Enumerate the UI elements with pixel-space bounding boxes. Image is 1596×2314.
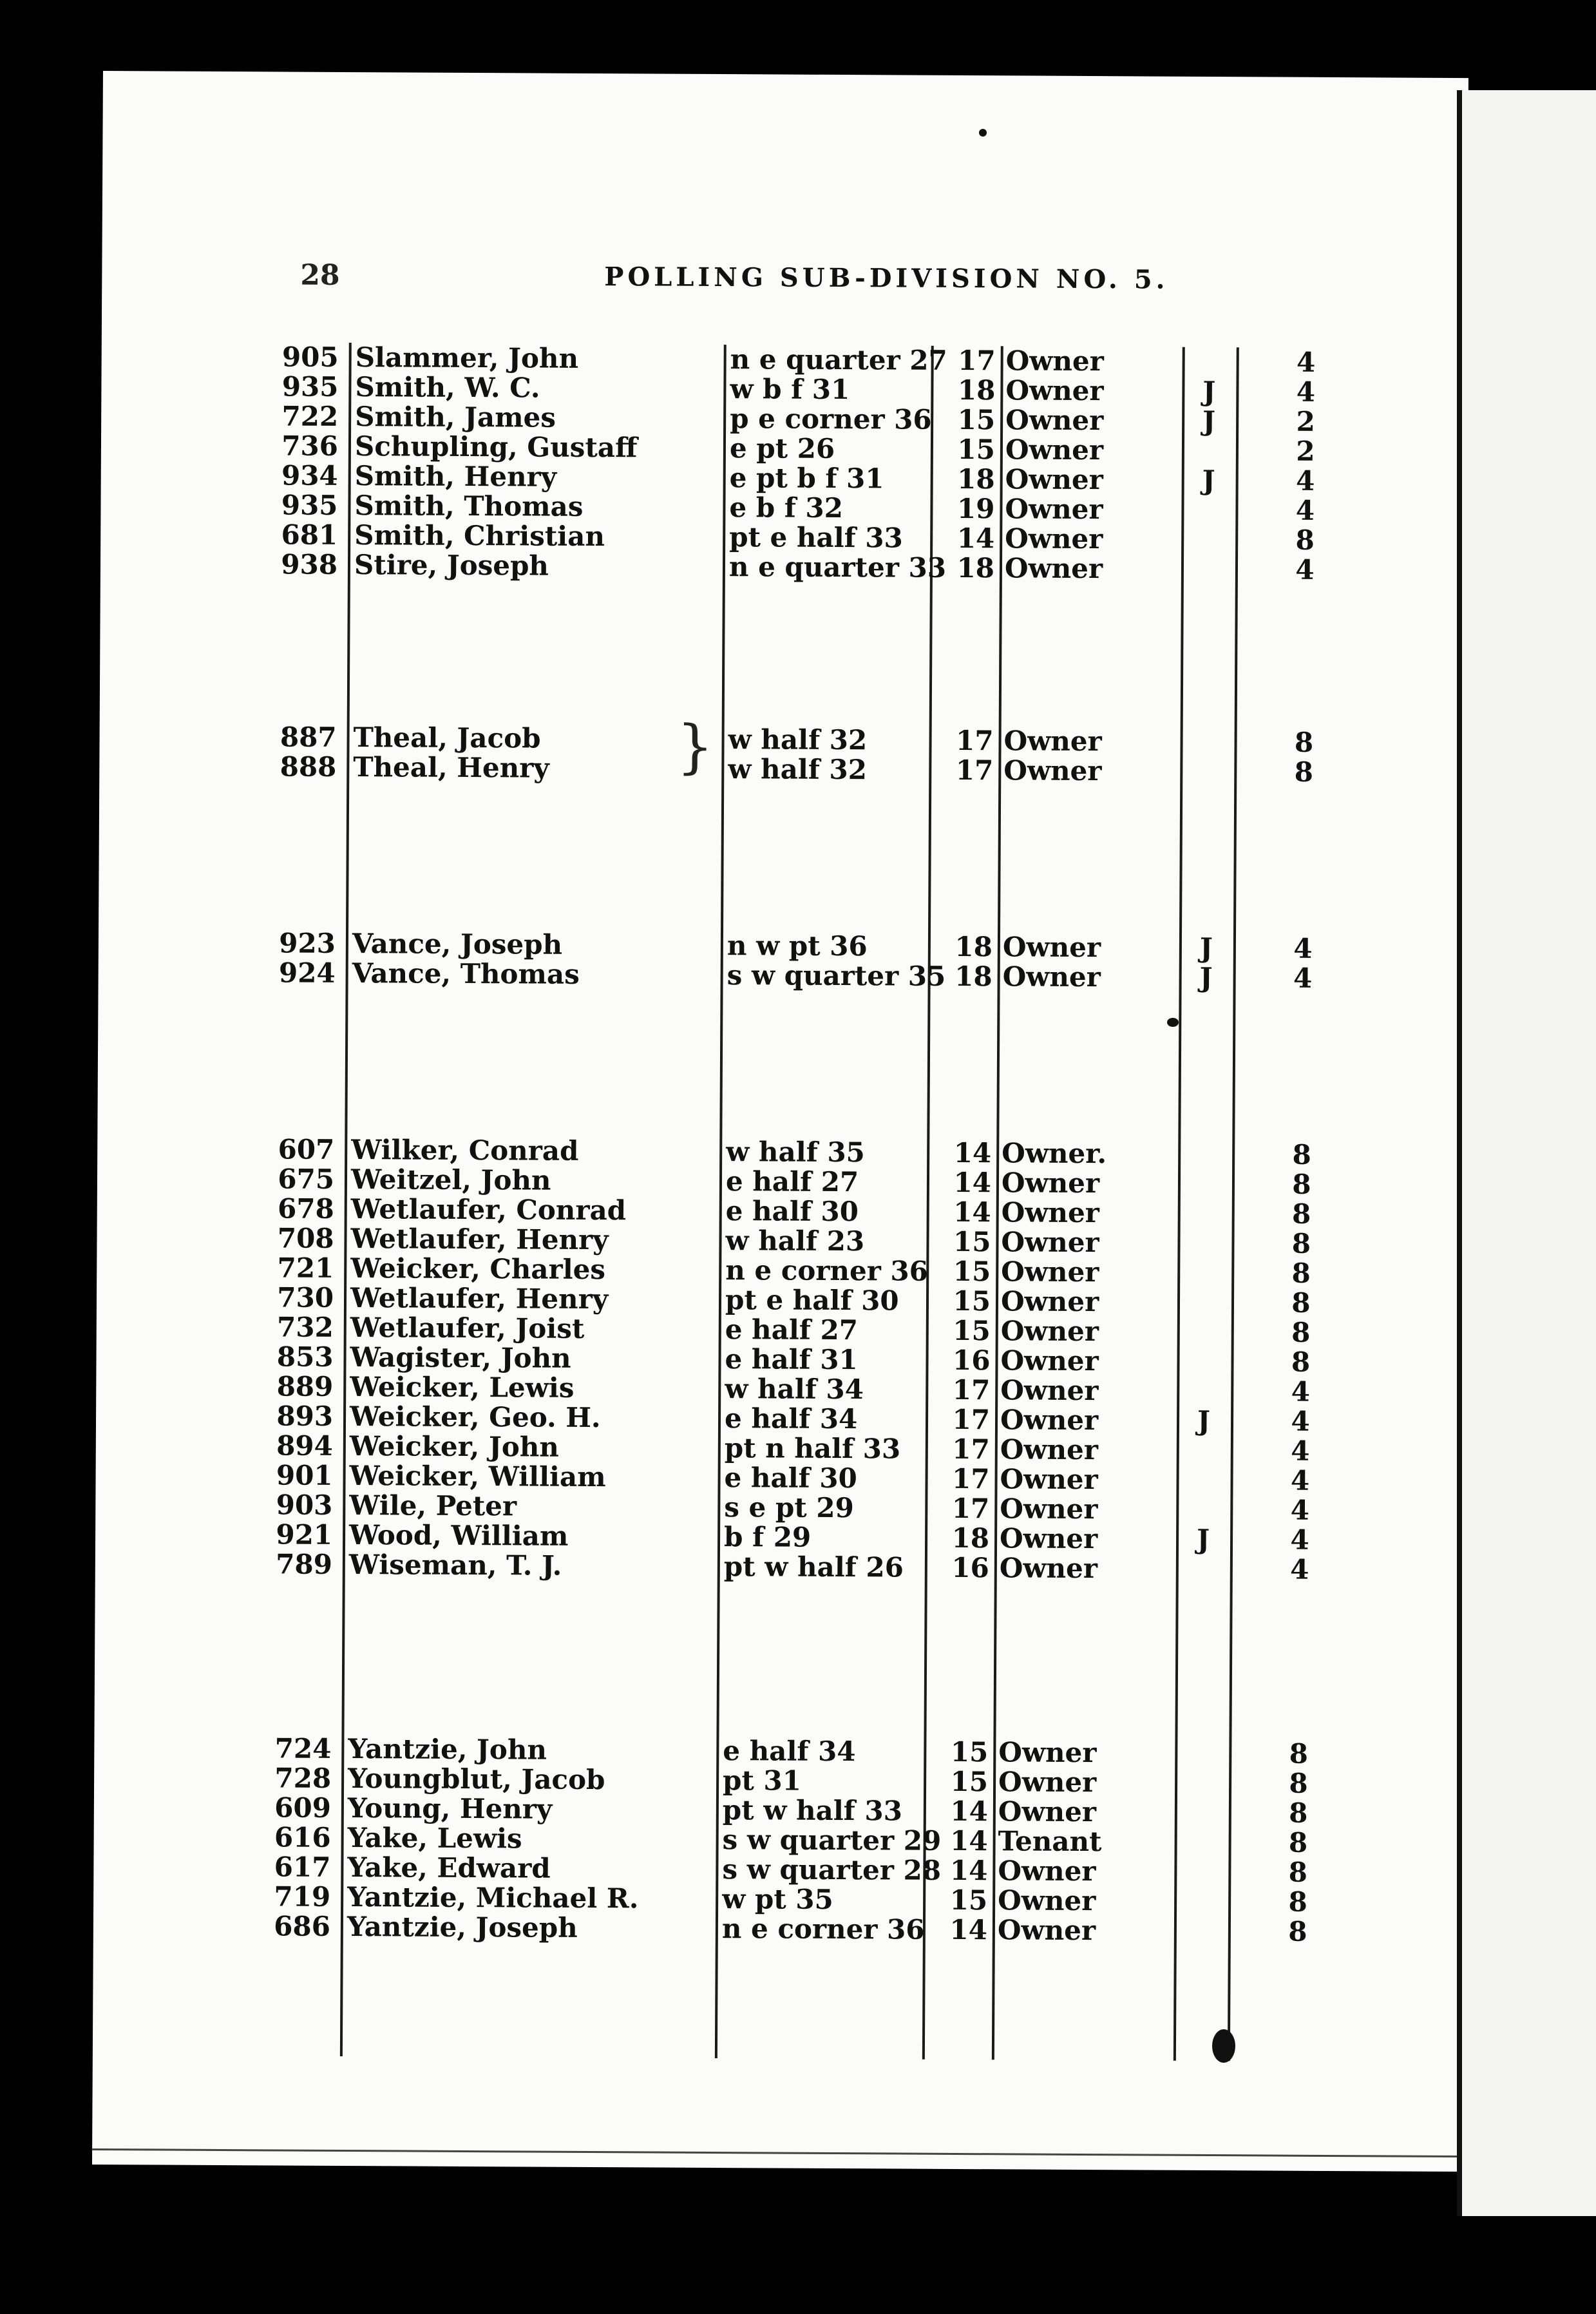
cell-name: Wetlaufer, Henry xyxy=(350,1223,609,1256)
cell-status: Owner xyxy=(1000,1285,1099,1318)
cell-section: 17 xyxy=(952,1403,991,1436)
cell-id: 894 xyxy=(276,1430,333,1462)
cell-name: Smith, W. C. xyxy=(355,371,540,404)
cell-id: 903 xyxy=(276,1489,333,1521)
cell-id: 935 xyxy=(281,489,338,521)
record-row xyxy=(99,751,1465,788)
record-row xyxy=(93,1911,1459,1947)
cell-id: 934 xyxy=(281,459,338,492)
record-group xyxy=(97,1133,1463,1585)
cell-section: 18 xyxy=(956,551,995,584)
cell-name: Wiseman, T. J. xyxy=(348,1549,562,1582)
cell-num: 4 xyxy=(1295,553,1315,586)
adjacent-page xyxy=(1462,90,1596,2216)
cell-id: 616 xyxy=(274,1821,331,1853)
cell-name: Schupling, Gustaff xyxy=(354,430,638,464)
cell-section: 15 xyxy=(953,1314,991,1347)
cell-status: Owner xyxy=(1000,1374,1099,1407)
cell-land: w pt 35 xyxy=(722,1883,833,1915)
cell-status: Owner xyxy=(1005,404,1104,437)
cell-id: 938 xyxy=(281,548,338,580)
cell-id: 686 xyxy=(274,1910,331,1942)
cell-land: e half 27 xyxy=(725,1314,859,1346)
cell-num: 4 xyxy=(1291,1435,1310,1467)
cell-land: pt e half 30 xyxy=(725,1284,899,1317)
cell-status: Owner xyxy=(1001,1167,1100,1200)
cell-land: e pt 26 xyxy=(729,432,835,464)
cell-section: 18 xyxy=(957,374,996,406)
cell-section: 14 xyxy=(956,522,995,555)
cell-section: 17 xyxy=(951,1492,990,1525)
cell-num: 8 xyxy=(1291,1346,1311,1378)
cell-status: Owner xyxy=(1003,725,1102,758)
cell-id: 708 xyxy=(277,1222,334,1254)
cell-id: 719 xyxy=(274,1880,331,1913)
cell-num: 4 xyxy=(1290,1553,1309,1585)
cell-status: Owner xyxy=(1005,493,1103,526)
cell-mark: J xyxy=(1197,1404,1211,1437)
cell-section: 15 xyxy=(950,1765,989,1798)
cell-num: 4 xyxy=(1290,1464,1310,1496)
cell-id: 732 xyxy=(276,1311,334,1343)
cell-section: 16 xyxy=(952,1344,991,1377)
cell-id: 901 xyxy=(276,1459,333,1491)
cell-id: 721 xyxy=(277,1252,334,1284)
cell-section: 17 xyxy=(958,344,996,377)
cell-name: Wetlaufer, Joist xyxy=(350,1312,585,1344)
bracket-mark: } xyxy=(676,712,714,781)
cell-num: 8 xyxy=(1292,1138,1311,1171)
cell-section: 18 xyxy=(955,960,993,993)
cell-land: e half 27 xyxy=(725,1165,859,1198)
cell-section: 17 xyxy=(955,754,994,787)
cell-land: s e pt 29 xyxy=(724,1491,854,1524)
cell-num: 8 xyxy=(1294,726,1314,758)
cell-land: s w quarter 35 xyxy=(727,959,946,992)
cell-status: Owner xyxy=(1000,1404,1099,1437)
cell-status: Owner xyxy=(997,1914,1096,1947)
cell-name: Yantzie, John xyxy=(348,1733,547,1766)
cell-status: Owner xyxy=(1005,345,1104,378)
cell-mark: J xyxy=(1202,405,1216,437)
cell-num: 8 xyxy=(1289,1797,1308,1829)
cell-land: pt w half 26 xyxy=(723,1551,904,1583)
cell-land: n e corner 36 xyxy=(721,1913,925,1946)
cell-land: e half 30 xyxy=(725,1195,859,1228)
cell-name: Wetlaufer, Henry xyxy=(350,1282,609,1315)
cell-num: 4 xyxy=(1295,494,1315,526)
cell-mark: J xyxy=(1199,961,1213,994)
cell-name: Wile, Peter xyxy=(349,1489,517,1522)
page-number: 28 xyxy=(300,258,340,292)
cell-num: 2 xyxy=(1296,405,1315,437)
cell-section: 14 xyxy=(949,1913,988,1946)
cell-land: w half 32 xyxy=(728,723,868,756)
cell-status: Owner xyxy=(1001,1256,1099,1288)
cell-status: Owner xyxy=(1005,374,1104,407)
cell-land: pt 31 xyxy=(722,1764,802,1797)
cell-num: 4 xyxy=(1293,932,1313,964)
ink-dot xyxy=(1167,1018,1179,1027)
cell-status: Owner xyxy=(1000,1315,1099,1348)
cell-land: w half 34 xyxy=(725,1373,864,1406)
cell-name: Weicker, Geo. H. xyxy=(349,1401,601,1434)
cell-id: 678 xyxy=(277,1192,334,1225)
cell-name: Weicker, William xyxy=(349,1460,606,1493)
cell-name: Stire, Joseph xyxy=(354,549,549,582)
cell-name: Slammer, John xyxy=(355,341,579,374)
cell-num: 8 xyxy=(1289,1737,1309,1770)
cell-section: 14 xyxy=(953,1166,992,1199)
cell-status: Owner xyxy=(1005,434,1104,466)
cell-land: pt e half 33 xyxy=(729,521,903,554)
cell-section: 17 xyxy=(952,1373,991,1406)
record-group xyxy=(102,341,1467,586)
cell-num: 4 xyxy=(1295,464,1315,497)
cell-num: 8 xyxy=(1291,1286,1311,1319)
page-bottom-rule xyxy=(92,2148,1458,2174)
cell-land: b f 29 xyxy=(723,1521,812,1553)
ledger-page xyxy=(92,71,1468,2172)
cell-num: 8 xyxy=(1295,524,1315,556)
cell-num: 8 xyxy=(1288,1886,1307,1918)
cell-status: Owner xyxy=(999,1552,1098,1585)
cell-num: 8 xyxy=(1294,756,1314,788)
cell-status: Owner xyxy=(1000,1493,1098,1525)
cell-num: 8 xyxy=(1288,1856,1308,1888)
cell-section: 16 xyxy=(951,1551,989,1584)
cell-name: Wilker, Conrad xyxy=(351,1134,579,1167)
cell-section: 17 xyxy=(951,1462,990,1495)
cell-section: 18 xyxy=(951,1522,990,1554)
cell-id: 893 xyxy=(276,1400,334,1432)
cell-status: Owner xyxy=(1004,552,1103,585)
cell-status: Owner. xyxy=(1002,1137,1107,1170)
cell-name: Wood, William xyxy=(348,1519,569,1552)
cell-section: 15 xyxy=(950,1736,989,1768)
cell-land: e half 31 xyxy=(725,1343,858,1376)
cell-id: 681 xyxy=(281,519,338,551)
cell-status: Owner xyxy=(998,1884,1096,1917)
cell-name: Wetlaufer, Conrad xyxy=(350,1193,627,1227)
cell-land: n e corner 36 xyxy=(725,1254,929,1287)
cell-land: p e corner 36 xyxy=(730,403,932,435)
cell-id: 722 xyxy=(281,400,339,432)
cell-name: Wagister, John xyxy=(350,1341,571,1374)
cell-section: 15 xyxy=(953,1285,991,1317)
record-row xyxy=(99,957,1464,994)
cell-id: 617 xyxy=(274,1851,331,1883)
cell-name: Weicker, Lewis xyxy=(350,1371,575,1404)
cell-status: Owner xyxy=(1003,754,1102,787)
cell-land: n e quarter 33 xyxy=(728,551,947,584)
cell-id: 924 xyxy=(278,957,336,989)
ink-blot xyxy=(1212,2029,1235,2063)
cell-num: 8 xyxy=(1291,1257,1311,1289)
cell-land: w b f 31 xyxy=(730,373,850,406)
cell-name: Smith, Henry xyxy=(354,460,557,493)
cell-num: 4 xyxy=(1290,1524,1309,1556)
cell-name: Vance, Joseph xyxy=(352,928,563,961)
cell-section: 14 xyxy=(950,1795,989,1828)
cell-id: 609 xyxy=(274,1792,332,1824)
cell-land: s w quarter 29 xyxy=(722,1824,942,1857)
cell-name: Yake, Lewis xyxy=(347,1822,522,1855)
cell-status: Owner xyxy=(998,1766,1097,1799)
cell-section: 15 xyxy=(957,403,996,436)
cell-section: 19 xyxy=(956,492,995,525)
record-row xyxy=(95,1549,1461,1585)
cell-status: Owner xyxy=(1001,1226,1099,1259)
cell-id: 887 xyxy=(280,721,337,753)
cell-section: 17 xyxy=(952,1433,990,1466)
cell-id: 724 xyxy=(274,1732,332,1764)
cell-num: 4 xyxy=(1296,376,1316,408)
cell-name: Yantzie, Joseph xyxy=(347,1911,578,1944)
cell-status: Tenant xyxy=(998,1825,1102,1858)
cell-name: Smith, James xyxy=(355,401,556,434)
cell-status: Owner xyxy=(999,1522,1098,1555)
cell-num: 8 xyxy=(1288,1826,1308,1859)
record-group xyxy=(94,1732,1459,1947)
cell-status: Owner xyxy=(1002,931,1101,964)
cell-id: 736 xyxy=(281,430,339,462)
cell-name: Young, Henry xyxy=(347,1792,553,1825)
record-group xyxy=(100,721,1465,788)
cell-num: 4 xyxy=(1291,1405,1310,1437)
cell-section: 14 xyxy=(950,1824,988,1857)
ink-dot xyxy=(979,129,987,137)
cell-name: Yantzie, Michael R. xyxy=(347,1881,639,1915)
cell-status: Owner xyxy=(1000,1433,1099,1466)
cell-status: Owner xyxy=(998,1795,1097,1828)
cell-section: 14 xyxy=(953,1196,991,1229)
cell-name: Youngblut, Jacob xyxy=(347,1763,605,1796)
cell-num: 4 xyxy=(1290,1494,1310,1526)
cell-land: e pt b f 31 xyxy=(729,462,884,495)
cell-num: 4 xyxy=(1293,962,1313,994)
cell-section: 14 xyxy=(953,1136,992,1169)
cell-section: 15 xyxy=(949,1884,988,1917)
cell-id: 675 xyxy=(278,1163,335,1195)
cell-section: 18 xyxy=(957,463,995,495)
cell-name: Theal, Jacob xyxy=(353,722,541,754)
cell-status: Owner xyxy=(1002,961,1101,993)
cell-id: 888 xyxy=(280,751,337,783)
cell-land: e half 34 xyxy=(723,1735,856,1768)
cell-num: 4 xyxy=(1291,1375,1311,1408)
cell-id: 728 xyxy=(274,1762,332,1794)
cell-land: e b f 32 xyxy=(729,492,844,524)
cell-id: 935 xyxy=(281,370,339,403)
cell-num: 8 xyxy=(1288,1915,1307,1947)
cell-status: Owner xyxy=(998,1736,1097,1769)
cell-status: Owner xyxy=(998,1855,1096,1888)
cell-land: n w pt 36 xyxy=(727,930,868,962)
cell-status: Owner xyxy=(1005,463,1103,496)
cell-mark: J xyxy=(1199,932,1213,964)
cell-num: 8 xyxy=(1291,1227,1311,1259)
cell-name: Weitzel, John xyxy=(350,1163,551,1196)
cell-num: 4 xyxy=(1296,346,1316,378)
cell-id: 853 xyxy=(276,1341,334,1373)
page-title: POLLING SUB-DIVISION NO. 5. xyxy=(604,262,1169,295)
cell-id: 921 xyxy=(276,1518,333,1551)
cell-name: Vance, Thomas xyxy=(352,957,580,990)
cell-land: w half 23 xyxy=(725,1225,865,1257)
cell-land: pt w half 33 xyxy=(722,1794,903,1827)
cell-name: Smith, Thomas xyxy=(354,490,584,522)
cell-num: 8 xyxy=(1291,1316,1311,1348)
record-group xyxy=(99,927,1464,994)
cell-land: e half 30 xyxy=(724,1462,857,1495)
cell-id: 889 xyxy=(276,1370,334,1402)
cell-num: 8 xyxy=(1291,1198,1311,1230)
cell-section: 15 xyxy=(953,1225,991,1258)
cell-section: 18 xyxy=(955,930,993,963)
cell-id: 905 xyxy=(281,341,339,373)
record-row xyxy=(100,549,1466,586)
cell-land: n e quarter 27 xyxy=(730,343,947,376)
cell-mark: J xyxy=(1202,375,1216,408)
cell-status: Owner xyxy=(1005,522,1103,555)
cell-id: 607 xyxy=(278,1133,335,1165)
cell-name: Weicker, Charles xyxy=(350,1252,606,1286)
cell-id: 730 xyxy=(277,1281,334,1314)
cell-name: Weicker, John xyxy=(349,1430,560,1463)
cell-land: w half 32 xyxy=(728,753,868,786)
cell-mark: J xyxy=(1197,1523,1210,1556)
cell-status: Owner xyxy=(1000,1463,1098,1496)
cell-section: 15 xyxy=(957,433,996,466)
cell-status: Owner xyxy=(1001,1196,1100,1229)
cell-name: Theal, Henry xyxy=(353,751,549,784)
cell-num: 8 xyxy=(1292,1168,1311,1200)
cell-id: 923 xyxy=(279,927,336,959)
cell-land: pt n half 33 xyxy=(724,1432,901,1465)
cell-land: e half 34 xyxy=(724,1402,858,1435)
cell-name: Smith, Christian xyxy=(354,519,605,553)
cell-name: Yake, Edward xyxy=(347,1851,551,1884)
cell-section: 15 xyxy=(953,1255,991,1288)
cell-status: Owner xyxy=(1000,1344,1099,1377)
cell-land: w half 35 xyxy=(726,1136,865,1169)
cell-mark: J xyxy=(1202,464,1215,497)
cell-section: 17 xyxy=(955,724,994,757)
cell-id: 789 xyxy=(276,1548,332,1580)
cell-land: s w quarter 28 xyxy=(722,1853,942,1886)
cell-num: 8 xyxy=(1289,1767,1308,1799)
cell-num: 2 xyxy=(1296,435,1315,467)
cell-section: 14 xyxy=(949,1854,988,1887)
